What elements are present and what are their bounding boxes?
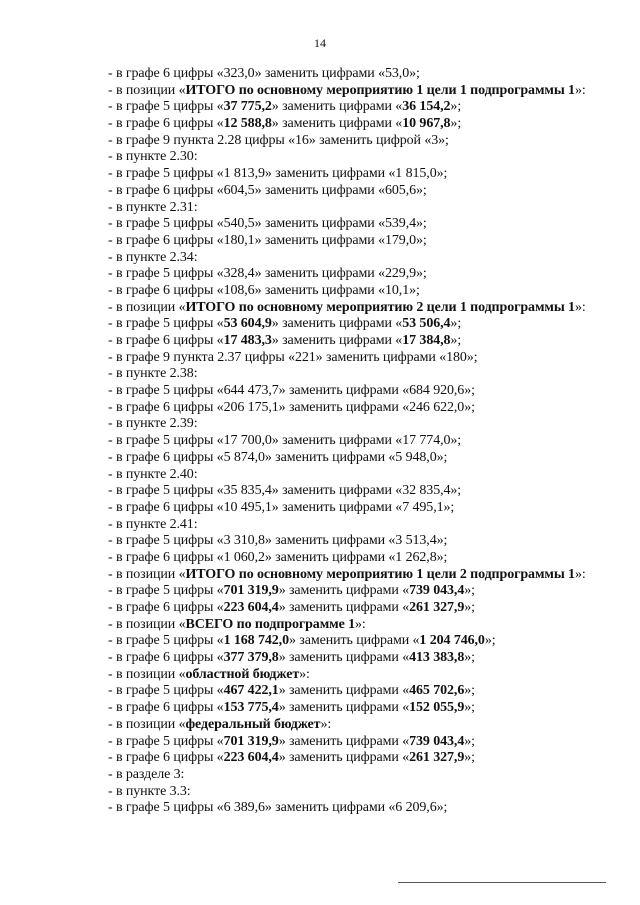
bold-text-segment: 223 604,4 xyxy=(223,750,279,766)
bold-text-segment: 739 043,4 xyxy=(409,733,465,749)
text-segment: - в пункте 2.41: xyxy=(108,516,198,532)
document-line xyxy=(108,66,628,83)
document-line xyxy=(108,450,628,467)
bold-text-segment: областной бюджет xyxy=(185,666,300,682)
bold-text-segment: 413 383,8 xyxy=(409,650,465,666)
text-segment: »; xyxy=(464,583,475,599)
text-segment: »; xyxy=(464,683,475,699)
document-line xyxy=(108,483,628,500)
text-segment: - в позиции « xyxy=(108,616,186,632)
document-line xyxy=(108,617,628,634)
text-segment: - в графе 9 пункта 2.28 цифры «16» заменить цифрой «3»; xyxy=(108,132,449,148)
document-line xyxy=(108,734,628,751)
document-line xyxy=(108,500,628,517)
bold-text-segment: 12 588,8 xyxy=(223,116,272,132)
document-line xyxy=(108,400,628,417)
text-segment: - в графе 5 цифры « xyxy=(108,99,224,115)
text-segment: - в графе 5 цифры «644 473,7» заменить цифрами «684 920,6»; xyxy=(108,383,475,399)
page-number: 14 xyxy=(314,36,326,50)
document-line xyxy=(108,550,628,567)
footer-rule xyxy=(398,882,606,883)
bold-text-segment: 701 319,9 xyxy=(223,733,279,749)
bold-text-segment: 1 204 746,0 xyxy=(419,633,485,649)
document-line xyxy=(108,533,628,550)
text-segment: » заменить цифрами « xyxy=(278,683,410,699)
text-segment: - в пункте 3.3: xyxy=(108,783,191,799)
document-line xyxy=(108,583,628,600)
document-line xyxy=(108,567,628,584)
text-segment: » заменить цифрами « xyxy=(271,99,403,115)
document-line xyxy=(108,366,628,383)
text-segment: - в графе 6 цифры «323,0» заменить цифрами «53,0»; xyxy=(108,66,420,81)
text-segment: » заменить цифрами « xyxy=(278,750,410,766)
text-segment: - в графе 5 цифры «3 310,8» заменить цифрами «3 513,4»; xyxy=(108,533,448,549)
bold-text-segment: ВСЕГО по подпрограмме 1 xyxy=(185,616,355,632)
bold-text-segment: 223 604,4 xyxy=(223,600,279,615)
bold-text-segment: ИТОГО по основному мероприятию 2 цели 1 подпрограммы 1 xyxy=(185,299,575,315)
document-line xyxy=(108,667,628,684)
text-segment: - в графе 5 цифры « xyxy=(108,733,224,749)
text-segment: - в графе 6 цифры « xyxy=(108,333,224,348)
document-line xyxy=(108,99,628,116)
bold-text-segment: 53 506,4 xyxy=(402,316,451,332)
text-segment: - в позиции « xyxy=(108,666,186,682)
document-line xyxy=(108,350,628,367)
document-line xyxy=(108,266,628,283)
text-segment: » заменить цифрами « xyxy=(278,583,410,599)
text-segment: - в пункте 2.38: xyxy=(108,366,198,382)
document-line xyxy=(108,116,628,133)
text-segment: - в графе 6 цифры «10 495,1» заменить цифрами «7 495,1»; xyxy=(108,499,455,515)
document-line xyxy=(108,800,628,817)
text-segment: - в графе 6 цифры «108,6» заменить цифрами «10,1»; xyxy=(108,282,420,298)
text-segment: » заменить цифрами « xyxy=(278,650,410,666)
document-line xyxy=(108,183,628,200)
document-line xyxy=(108,517,628,534)
text-segment: »; xyxy=(450,333,462,348)
text-segment: »: xyxy=(574,82,586,98)
document-line xyxy=(108,717,628,734)
text-segment: »: xyxy=(320,716,332,732)
text-segment: - в пункте 2.31: xyxy=(108,199,198,215)
text-segment: »; xyxy=(484,633,496,649)
document-line xyxy=(108,467,628,484)
document-line xyxy=(108,200,628,217)
bold-text-segment: 36 154,2 xyxy=(402,99,451,115)
document-line xyxy=(108,633,628,650)
document-line xyxy=(108,316,628,333)
text-segment: - в графе 6 цифры « xyxy=(108,600,224,615)
text-segment: - в позиции « xyxy=(108,566,186,582)
text-segment: »; xyxy=(464,650,475,666)
text-segment: » заменить цифрами « xyxy=(271,116,403,132)
text-segment: - в графе 6 цифры « xyxy=(108,700,224,716)
bold-text-segment: 53 604,9 xyxy=(223,316,272,332)
bold-text-segment: федеральный бюджет xyxy=(185,716,321,732)
text-segment: » заменить цифрами « xyxy=(278,600,410,615)
text-segment: - в графе 6 цифры «604,5» заменить цифрами «605,6»; xyxy=(108,182,427,198)
text-segment: - в графе 6 цифры « xyxy=(108,750,224,766)
text-segment: »: xyxy=(355,616,366,632)
text-segment: - в графе 6 цифры «1 060,2» заменить цифрами «1 262,8»; xyxy=(108,549,448,565)
bold-text-segment: 1 168 742,0 xyxy=(223,633,289,649)
bold-text-segment: 17 384,8 xyxy=(402,333,451,348)
text-segment: - в пункте 2.30: xyxy=(108,149,198,165)
text-segment: - в графе 5 цифры « xyxy=(108,683,224,699)
bold-text-segment: 465 702,6 xyxy=(409,683,465,699)
text-segment: - в графе 6 цифры « xyxy=(108,116,224,132)
text-segment: »: xyxy=(574,299,586,315)
text-segment: - в графе 5 цифры «540,5» заменить цифрами «539,4»; xyxy=(108,216,427,232)
text-segment: » заменить цифрами « xyxy=(278,700,410,716)
text-segment: - в графе 5 цифры «6 389,6» заменить цифрами «6 209,6»; xyxy=(108,800,448,816)
text-segment: » заменить цифрами « xyxy=(271,333,403,348)
document-line xyxy=(108,233,628,250)
bold-text-segment: 152 055,9 xyxy=(409,700,465,716)
document-line xyxy=(108,750,628,767)
bold-text-segment: 467 422,1 xyxy=(223,683,279,699)
document-line xyxy=(108,216,628,233)
bold-text-segment: 17 483,3 xyxy=(223,333,272,348)
text-segment: - в пункте 2.40: xyxy=(108,466,198,482)
text-segment: - в графе 5 цифры « xyxy=(108,633,224,649)
document-line xyxy=(108,149,628,166)
text-segment: - в графе 5 цифры « xyxy=(108,316,224,332)
bold-text-segment: 37 775,2 xyxy=(223,99,272,115)
bold-text-segment: 261 327,9 xyxy=(409,750,465,766)
bold-text-segment: 261 327,9 xyxy=(409,600,465,615)
text-segment: »; xyxy=(464,750,475,766)
bold-text-segment: 10 967,8 xyxy=(402,116,451,132)
text-segment: - в графе 5 цифры «1 813,9» заменить цифрами «1 815,0»; xyxy=(108,166,448,182)
text-segment: - в позиции « xyxy=(108,82,186,98)
document-line xyxy=(108,767,628,784)
text-segment: - в графе 9 пункта 2.37 цифры «221» заменить цифрами «180»; xyxy=(108,349,478,365)
text-segment: - в графе 6 цифры « xyxy=(108,650,224,666)
text-segment: - в позиции « xyxy=(108,299,186,315)
document-line xyxy=(108,600,628,617)
text-segment: »; xyxy=(464,700,475,716)
text-segment: - в пункте 2.34: xyxy=(108,249,198,265)
text-segment: - в позиции « xyxy=(108,716,186,732)
text-segment: - в графе 6 цифры «206 175,1» заменить цифрами «246 622,0»; xyxy=(108,399,475,415)
text-segment: » заменить цифрами « xyxy=(271,316,403,332)
document-line xyxy=(108,784,628,801)
document-line xyxy=(108,166,628,183)
text-segment: » заменить цифрами « xyxy=(288,633,420,649)
document-line xyxy=(108,283,628,300)
text-segment: - в пункте 2.39: xyxy=(108,416,198,432)
text-segment: - в графе 6 цифры «5 874,0» заменить цифрами «5 948,0»; xyxy=(108,449,448,465)
text-segment: - в графе 5 цифры « xyxy=(108,583,224,599)
document-line xyxy=(108,250,628,267)
document-body xyxy=(108,66,628,817)
text-segment: »; xyxy=(450,116,462,132)
text-segment: » заменить цифрами « xyxy=(278,733,410,749)
document-line xyxy=(108,300,628,317)
text-segment: - в разделе 3: xyxy=(108,766,185,782)
text-segment: - в графе 5 цифры «328,4» заменить цифрами «229,9»; xyxy=(108,266,427,282)
text-segment: - в графе 6 цифры «180,1» заменить цифрами «179,0»; xyxy=(108,232,427,248)
bold-text-segment: 739 043,4 xyxy=(409,583,465,599)
document-line xyxy=(108,650,628,667)
document-line xyxy=(108,416,628,433)
text-segment: »: xyxy=(299,666,310,682)
document-line xyxy=(108,700,628,717)
text-segment: »; xyxy=(450,316,462,332)
document-line xyxy=(108,383,628,400)
text-segment: »; xyxy=(464,600,475,615)
bold-text-segment: 377 379,8 xyxy=(223,650,279,666)
bold-text-segment: 701 319,9 xyxy=(223,583,279,599)
text-segment: - в графе 5 цифры «17 700,0» заменить цифрами «17 774,0»; xyxy=(108,433,462,449)
document-line xyxy=(108,333,628,350)
bold-text-segment: 153 775,4 xyxy=(223,700,279,716)
text-segment: - в графе 5 цифры «35 835,4» заменить цифрами «32 835,4»; xyxy=(108,483,462,499)
document-line xyxy=(108,683,628,700)
text-segment: »; xyxy=(464,733,475,749)
text-segment: »: xyxy=(574,566,586,582)
document-line xyxy=(108,133,628,150)
bold-text-segment: ИТОГО по основному мероприятию 1 цели 2 подпрограммы 1 xyxy=(185,566,575,582)
bold-text-segment: ИТОГО по основному мероприятию 1 цели 1 подпрограммы 1 xyxy=(185,82,575,98)
text-segment: »; xyxy=(450,99,462,115)
document-line xyxy=(108,433,628,450)
document-line xyxy=(108,83,628,100)
